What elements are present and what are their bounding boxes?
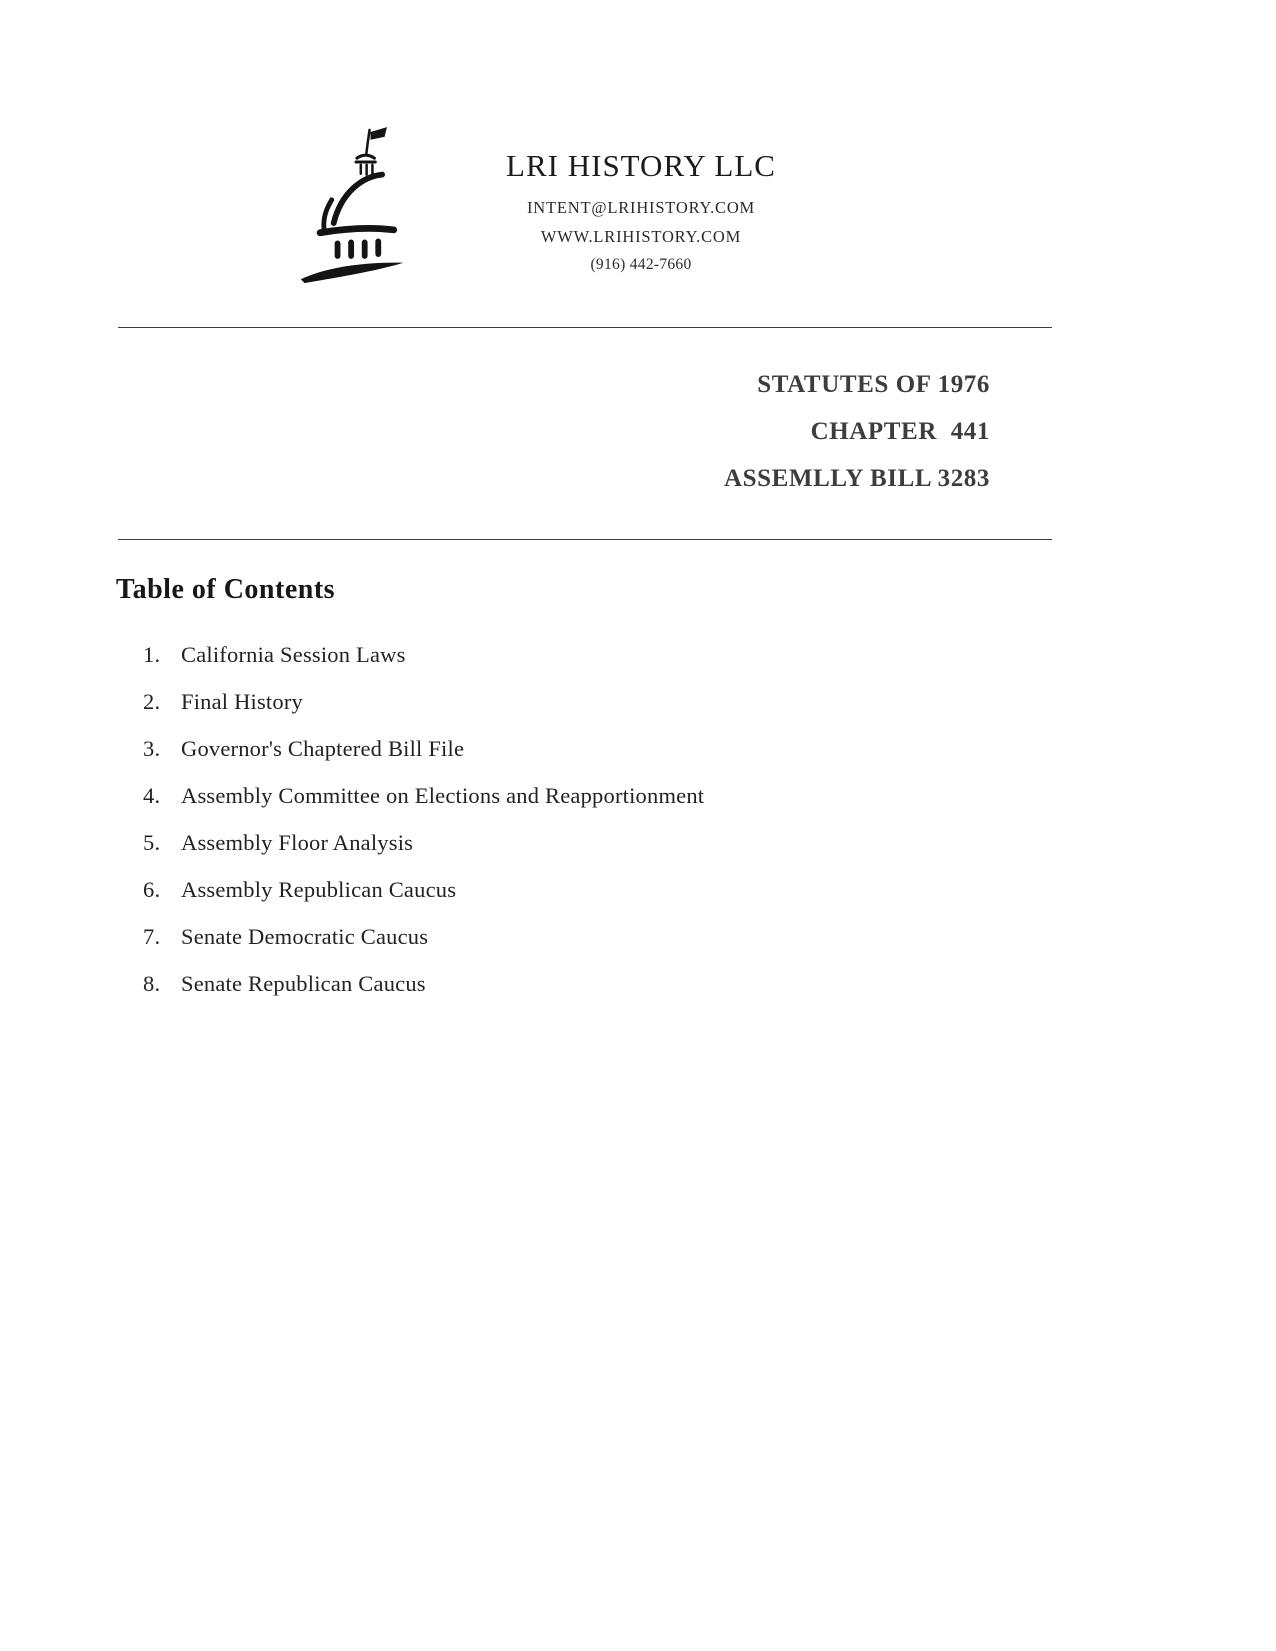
title-block <box>0 372 990 491</box>
toc-item <box>143 736 1276 762</box>
toc-item-number: 3. <box>143 736 161 761</box>
toc-item-label: Governor's Chaptered Bill File <box>181 736 465 761</box>
toc-item <box>143 642 1276 668</box>
toc-item-label: Assembly Floor Analysis <box>181 830 414 855</box>
statutes-line: STATUTES OF 1976 <box>757 371 990 398</box>
toc-item-label: Senate Democratic Caucus <box>181 924 429 949</box>
toc-item-label: Senate Republican Caucus <box>181 971 426 996</box>
toc-item-number: 6. <box>143 877 161 902</box>
toc-list <box>143 642 1276 997</box>
toc-item <box>143 783 1276 809</box>
top-divider <box>118 327 1052 328</box>
toc-item-number: 1. <box>143 642 161 667</box>
toc-item-number: 2. <box>143 689 161 714</box>
toc-item-label: Final History <box>181 689 303 714</box>
email-text: INTENT@LRIHISTORY.COM <box>526 198 756 217</box>
toc-item-number: 7. <box>143 924 161 949</box>
toc-heading: Table of Contents <box>116 574 336 605</box>
toc-item-number: 5. <box>143 830 161 855</box>
bill-line: ASSEMLLY BILL 3283 <box>724 465 990 492</box>
company-name: LRI HISTORY LLC <box>506 148 776 183</box>
website-text: WWW.LRIHISTORY.COM <box>540 227 742 246</box>
phone-text: (916) 442-7660 <box>590 256 692 273</box>
letterhead <box>0 0 1276 291</box>
capitol-dome-logo-icon <box>293 126 448 291</box>
toc-item-number: 8. <box>143 971 161 996</box>
toc-item-label: California Session Laws <box>181 642 406 667</box>
toc-item <box>143 830 1276 856</box>
toc-item-label: Assembly Committee on Elections and Reapportionment <box>181 783 705 808</box>
toc-item-number: 4. <box>143 783 161 808</box>
toc-item <box>143 924 1276 950</box>
toc-item <box>143 689 1276 715</box>
bottom-divider <box>118 539 1052 540</box>
letterhead-text <box>476 126 806 274</box>
toc-item-label: Assembly Republican Caucus <box>181 877 457 902</box>
chapter-line: CHAPTER 441 <box>810 418 990 445</box>
toc-item <box>143 971 1276 997</box>
toc-item <box>143 877 1276 903</box>
